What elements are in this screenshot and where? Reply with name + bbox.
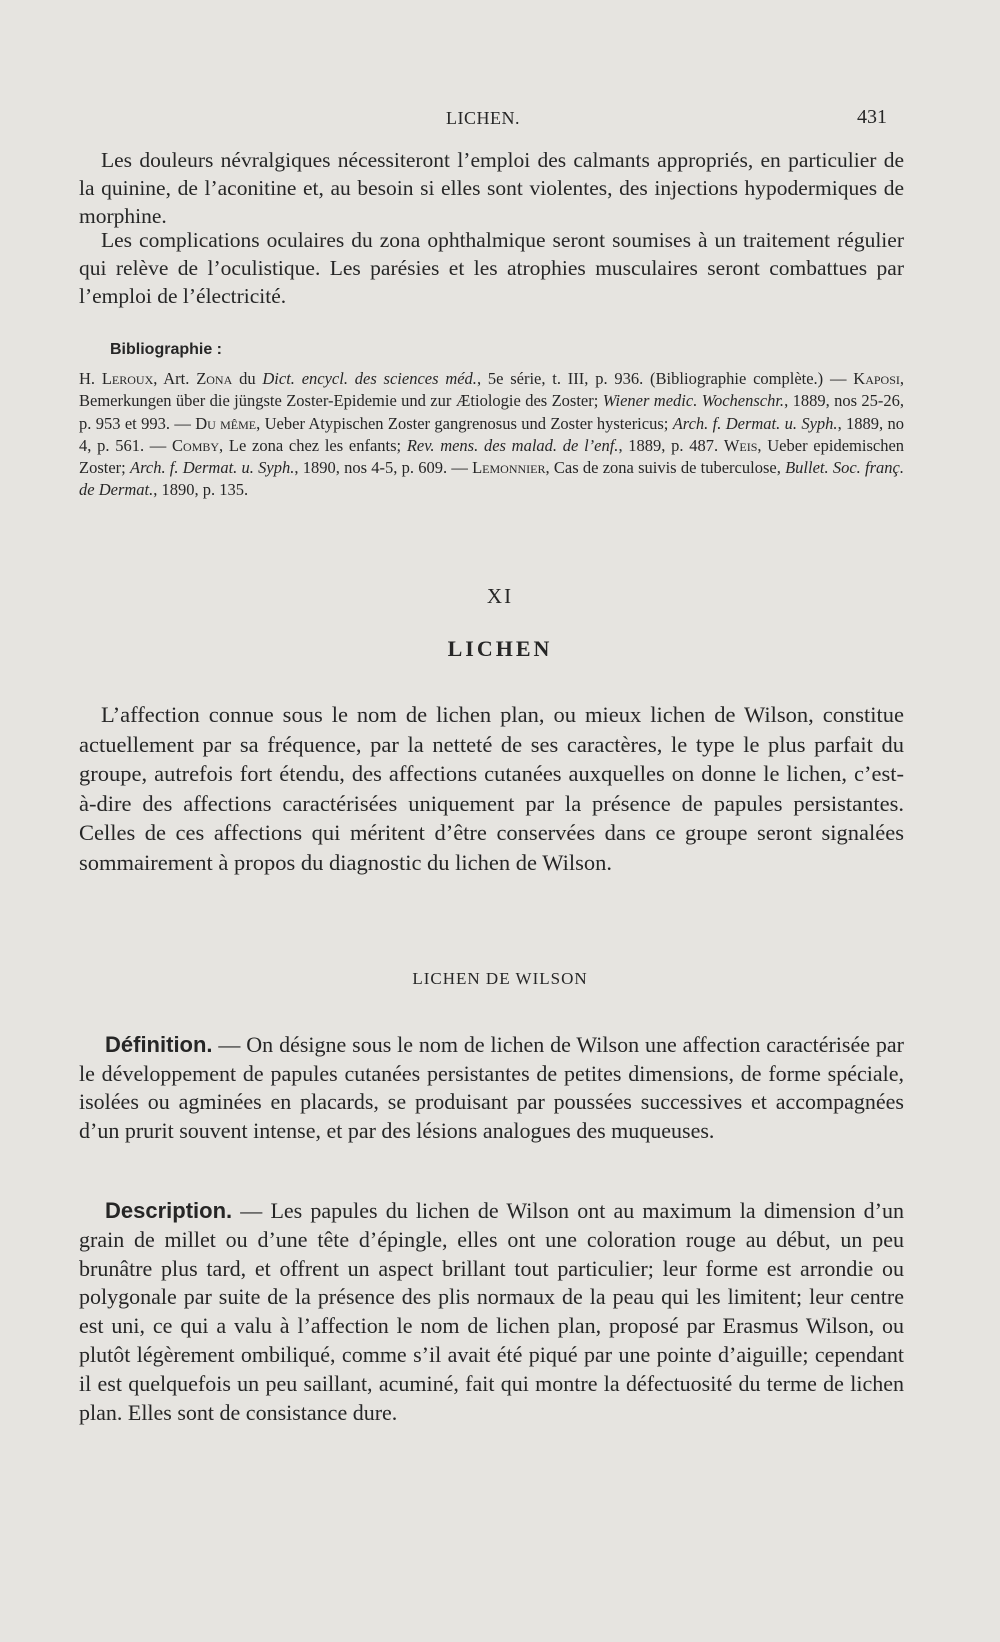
definition-paragraph: [79, 1031, 904, 1145]
bib-text: , 5e série, t. III, p. 936. (Bibliographie complète.) —: [476, 369, 854, 388]
intro-paragraph-2: Les complications oculaires du zona ophthalmique seront soumises à un traitement régulier qui relève de l’oculistique. Les parésies et les atrophies musculaires seront combattues par l’emploi de l’électricité.: [79, 228, 904, 308]
running-head: [0, 106, 1000, 136]
bib-author: Lemonnier: [472, 458, 546, 478]
bib-author: Comby: [172, 435, 220, 455]
bib-journal: Arch. f. Dermat. u. Syph.: [672, 413, 838, 433]
section-heading: LICHEN DE WILSON: [412, 969, 588, 988]
bibliography-text: [79, 368, 904, 502]
bibliography-heading: Bibliographie :: [110, 341, 222, 358]
bib-text: , 1890, nos 4-5, p. 609. —: [294, 458, 473, 478]
bib-journal: Arch. f. Dermat. u. Syph.: [129, 458, 295, 478]
description-label: Description.: [105, 1198, 233, 1223]
bib-text: , 1889, p. 487.: [618, 435, 724, 455]
bib-term: Zona: [196, 369, 233, 388]
chapter-number: XI: [486, 584, 514, 608]
bib-text: , 1889, no 4, p. 561. —: [79, 413, 905, 455]
definition-label: Définition.: [105, 1032, 213, 1057]
bib-text: , Le zona chez les enfants;: [219, 435, 407, 455]
bib-text: , Ueber epidemischen Zoster;: [79, 435, 905, 478]
bib-text: , Cas de zona suivis de tuberculose,: [545, 458, 786, 478]
page-number: 431: [857, 106, 887, 128]
bib-text: , Bemerkungen über die jüngste Zoster-Epidemie und zur Ætiologie des Zoster;: [79, 369, 904, 411]
chapter-paragraph: L’affection connue sous le nom de lichen plan, ou mieux lichen de Wilson, constitue actuellement par sa fréquence, par la netteté de ses caractères, le type le plus parfait du groupe, autrefois fort étendu, des affections cutanées auxquelles on donne le lichen, c’est-à-dire des affections caractérisées uniquement par la présence de papules persistantes. Celles de ces affections qui méritent d’être conservées dans ce groupe seront signalées sommairement à propos du diagnostic du lichen de Wilson.: [79, 702, 904, 875]
bib-journal: Dict. encycl. des sciences méd.: [262, 369, 477, 388]
bib-journal: Rev. mens. des malad. de l’enf.: [406, 435, 619, 455]
bib-author: Kaposi: [853, 369, 900, 388]
bib-text: , 1889, nos 25-26, p. 953 et 993. —: [79, 391, 904, 433]
bib-text: , Ueber Atypischen Zoster gangrenosus und Zoster hystericus;: [256, 413, 673, 433]
description-paragraph: [79, 1197, 904, 1427]
bib-journal: Bullet. Soc. franç. de Dermat.: [79, 458, 904, 500]
chapter-title: LICHEN: [447, 636, 553, 661]
bib-author: Du même: [195, 413, 257, 433]
bib-journal: Wiener medic. Wochenschr.: [602, 391, 785, 411]
bib-text: du: [232, 369, 263, 388]
description-text: — Les papules du lichen de Wilson ont au maximum la dimension d’un grain de millet ou d’une tête d’épingle, elles ont une coloration rouge au début, un peu brunâtre plus tard, et offrent un aspect brillant tout particulier; leur forme est arrondie ou polygonale par suite de la présence des plis normaux de la peau qui les limitent; leur centre est uni, ce qui a valu à l’affection le nom de lichen plan, proposé par Erasmus Wilson, ou plutôt légèrement ombiliqué, comme s’il avait été piqué par une pointe d’aiguille; cependant il est quelquefois un peu saillant, acuminé, fait qui montre la défectuosité du terme de lichen plan. Elles sont de consistance dure.: [79, 1198, 904, 1425]
bib-text: , 1890, p. 135.: [153, 480, 249, 500]
bib-author: Weis: [723, 435, 758, 455]
bib-author: H. Leroux: [79, 369, 154, 388]
definition-text: — On désigne sous le nom de lichen de Wilson une affection caractérisée par le développement de papules cutanées persistantes de petites dimensions, de forme spéciale, isolées ou agminées en placards, se produisant par poussées successives et accompagnées d’un prurit souvent intense, et par des lésions analogues des muqueuses.: [79, 1032, 904, 1143]
running-head-title: LICHEN.: [446, 108, 520, 128]
bib-text: , Art.: [153, 369, 197, 388]
intro-paragraph-1: Les douleurs névralgiques nécessiteront l’emploi des calmants appropriés, en particulier de la quinine, de l’aconitine et, au besoin si elles sont violentes, des injections hypodermiques de morphine.: [79, 148, 904, 228]
